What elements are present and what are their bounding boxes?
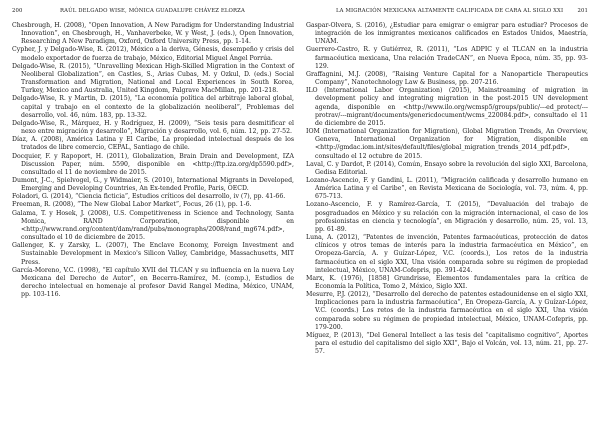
running-head-authors: RAÚL DELGADO WISE, MÓNICA GUADALUPE CHÁVEZ ELORZA (60, 8, 245, 14)
reference-entry: Dumont, J-C., Spielvogel, G., y Widmaier, S. (2010), International Migrants in Developed, Emerging and Developing Countries, An Ex-tended Profile, Paris, OECD. (12, 176, 294, 193)
running-header-left (12, 8, 294, 18)
left-page (12, 0, 294, 431)
reference-entry: Gallenger, K. y Zarsky, L. (2007), The Enclave Economy, Foreign Investment and Sustainable Development in Mexico's Silicon Valley, Cambridge, Massachusetts, MIT Press. (12, 242, 294, 266)
reference-entry: Delgado-Wise, R., Márquez, H. y Rodríguez, H. (2009), “Seis tesis para desmitificar el nexo entre migración y desarrollo”, Migración y desarrollo, vol. 6, núm. 12, pp. 27-52. (12, 119, 294, 136)
reference-entry: Delgado-Wise, R. y Martin, D. (2015), “La economía política del arbitraje laboral global, capital y trabajo en el contexto de la globalización neoliberal”, Problemas del desarrollo, vol. 46, núm. 183, pp. 13-32. (12, 95, 294, 119)
reference-entry: Díaz, A. (2008), América Latina y El Caribe, La propiedad intelectual después de los tratados de libre comercio, CEPAL, Santiago de chile. (12, 136, 294, 152)
running-head-title: LA MIGRACIÓN MEXICANA ALTAMENTE CALIFICADA DE CARA AL SIGLO XXI (336, 8, 564, 14)
reference-entry: Galama, T. y Hosek, J. (2008), U.S. Competitiveness in Science and Technology, Santa Monica, RAND Corporation, disponible en <http://www.rand.org/content/dam/rand/pubs/monographs/2008/rand_mg674.pdf>, consultado el 10 de diciembre de 2015. (12, 209, 294, 242)
reference-entry: Marx, K. (1976), [1858] Grundrisse, Elementos fundamentales para la crítica de Economía la Política, Tomo 2, México, Siglo XXI. (306, 274, 588, 290)
reference-entry: Guerrero-Castro, R. y Gutiérrez, R. (2011), “Los ADPIC y el TLCAN en la industria farmacéutica mexicana, Una relación TradeCAN”, en Nueva Época, núm. 35, pp. 93-129. (306, 46, 588, 70)
reference-entry: Laval, C. y Dardot, P. (2014), Común, Ensayo sobre la revolución del siglo XXI, Barcelona, Gedisa Editorial. (306, 160, 588, 176)
reference-entry: Luna, A. (2012), “Patentes de invención, Patentes farmacéuticas, protección de datos clínicos y otros temas de interés para la industria farmacéutica en México”, en Oropeza-García, A. y Guízar-López, V.C. (coords.), Los retos de la industria farmacéutica en el siglo XXI, Una visión comparada sobre su régimen de propiedad intelectual, México, UNAM-Cofepris, pp. 391-424. (306, 234, 588, 274)
reference-entry: ILO (International Labor Organization) (2015), Mainstreaming of migration in development policy and integrating migration in the post-2015 UN development agenda, disponible en <http://www.ilo.org/wcmsp5/groups/public/---ed_protect/---protrav/---migrant/documents/genericdocument/wcms_220084.pdf>, consultado el 11 de diciembre de 2015. (306, 87, 588, 127)
reference-entry: García-Moreno, V.C. (1998), “El capítulo XVII del TLCAN y su influencia en la nueva Ley Mexicana del Derecho de Autor”, en Becerra-Ramírez, M. (comp.), Estudios de derecho intelectual en homenaje al profesor David Rangel Medina, México, UNAM, pp. 103-116. (12, 266, 294, 299)
reference-entry: Docquier, F. y Rapoport, H. (2011), Globalization, Brain Drain and Development, IZA Discussion Paper, núm. 5590, disponible en <http://ftp.iza.org/dp5590.pdf>, consultado el 11 de noviembre de 2015. (12, 152, 294, 176)
reference-entry: Graffagnini, M.J. (2008), “Raising Venture Capital for a Nanoparticle Therapeutics Company”, Nanotechnology Law & Business, pp. 207-216. (306, 70, 588, 87)
reference-entry: Chesbrough, H. (2008), “Open Innovation, A New Paradigm for Understanding Industrial Innovation”, en Chesbrough, H., Vanhaverbeke, W. y West, J. (eds.), Open Innovation, Researching A New Paradigm, Oxford, Oxford University Press, pp. 1-14. (12, 22, 294, 46)
reference-entry: IOM (International Organization for Migration), Global Migration Trends, An Overview, Geneva, International Organization for Migration, disponible en <http://gmdac.iom.int/sites/default/files/global_migration_trends_2014_pdf.pdf>, consultado el 12 octubre de 2015. (306, 128, 588, 160)
reference-entry: Delgado-Wise, R. (2015), “Unravelling Mexican High-Skilled Migration in the Context of Neoliberal Globalization”, en Castles, S., Arias Cubas, M. y Ozkul, D. (eds.) Social Transformation and Migration, National and Local Experiences in South Korea, Turkey, Mexico and Australia, United Kingdom, Palgrave MacMillan, pp. 201-218. (12, 62, 294, 95)
right-page (306, 0, 588, 431)
reference-entry: Gaspar-Olvera, S. (2016), ¿Estudiar para emigrar o emigrar para estudiar? Procesos de integración de los inmigrantes mexicanos calificados en Estados Unidos, Maestría, UNAM. (306, 22, 588, 46)
reference-list-right (306, 22, 588, 356)
reference-entry: Lozano-Ascencio, F. y Ramírez-García, T. (2015), “Devaluación del trabajo de posgraduados en México y su relación con la migración internacional, el caso de los profesionistas en ciencia y tecnología”, en Migración y desarrollo, núm. 25, vol. 13, pp. 61-89. (306, 201, 588, 233)
page-number: 201 (577, 8, 588, 14)
reference-entry: Freeman, R. (2008), “The New Global Labor Market”, Focus, 26 (1), pp. 1-6. (12, 201, 252, 209)
reference-entry: Cypher, J. y Delgado-Wise, R. (2012), México a la deriva, Génesis, desempeño y crisis del modelo exportador de fuerza de trabajo, México, Editorial Miguel Ángel Porrúa. (12, 46, 294, 62)
reference-entry: Foladori, G. (2014), “Ciencia ficticia”, Estudios críticos del desarrollo, iv (7), pp. 41-66. (12, 193, 286, 201)
page-number: 200 (12, 8, 23, 14)
reference-entry: Lozano-Ascencio, F. y Gandini, L. (2011), “Migración calificada y desarrollo humano en América Latina y el Caribe”, en Revista Mexicana de Sociología, vol. 73, núm. 4, pp. 675-713. (306, 176, 588, 201)
reference-list-left (12, 22, 294, 299)
reference-entry: Mesurre, P.J. (2012), “Desarrollo del derecho de patentes estadounidense en el siglo XXI, Implicaciones para la industria farmacéutica”, En Oropeza-García, A. y Guízar-López, V.C. (coords.) Los retos de la industria farmacéutica en el siglo XXI, Una visión comparada sobre su régimen de propiedad intelectual, México, UNAM-Cofepris, pp. 179-200. (306, 291, 588, 331)
running-header-right (306, 8, 588, 18)
reference-entry: Míguez, P. (2013), “Del General Intellect a las tesis del “capitalismo cognitivo”, Aportes para el estudio del capitalismo del siglo XXI”, Bajo el Volcán, vol. 13, núm. 21, pp. 27-57. (306, 331, 588, 356)
